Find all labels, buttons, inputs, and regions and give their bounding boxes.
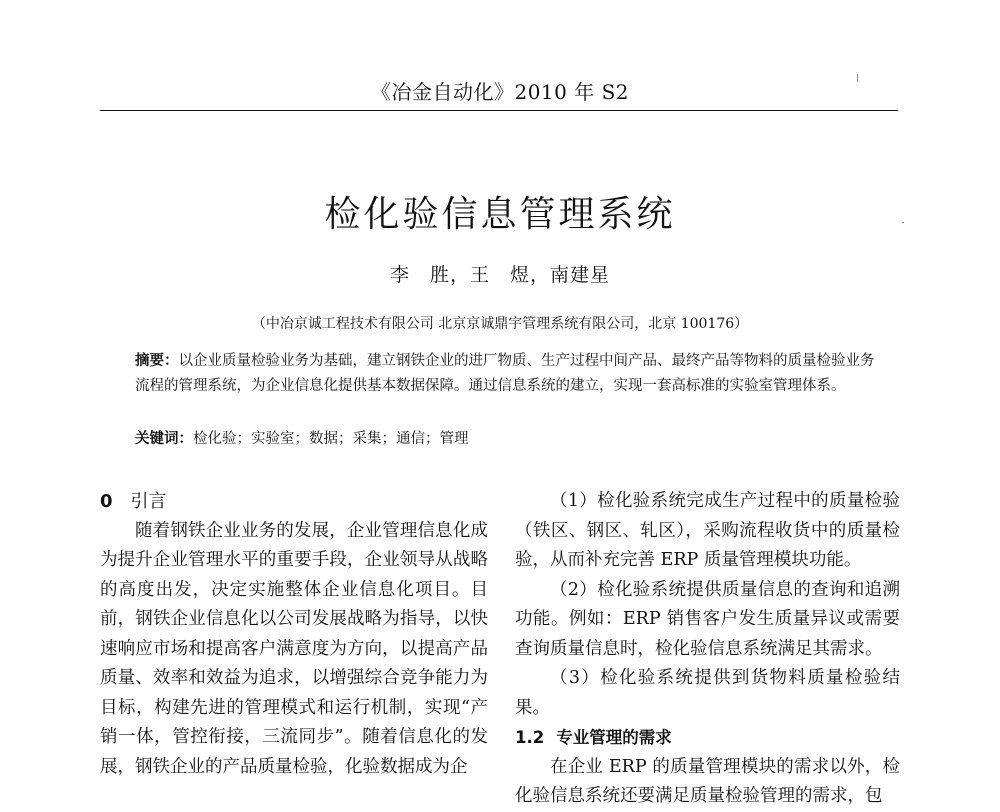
subsection-title: 专业管理的需求 — [556, 728, 672, 747]
list-item-2: （2）检化验系统提供质量信息的查询和追溯功能。例如：ERP 销售客户发生质量异议或需要查询质量信息时，检化验信息系统满足其需求。 — [515, 579, 900, 659]
list-item-3: （3）检化验系统提供到货物料质量检验结果。 — [515, 668, 900, 718]
subsection-heading — [515, 723, 900, 753]
left-column — [100, 487, 488, 782]
keywords-label: 关键词： — [135, 431, 193, 447]
right-column — [515, 487, 900, 812]
section-title: 引言 — [130, 491, 167, 512]
section-number: 0 — [100, 491, 113, 512]
section-heading-introduction — [100, 487, 488, 517]
body-paragraph: 随着钢铁企业业务的发展，企业管理信息化成为提升企业管理水平的重要手段，企业领导从战略的高度出发，决定实施整体企业信息化项目。目前，钢铁企业信息化以公司发展战略为指导，以快速响应市场和提高客户满意度为方向，以提高产品质量、效率和效益为追求，以增强综合竞争能力为目标，构建先进的管理模式和运行机制，实现“产销一体，管控衔接，三流同步”。随着信息化的发展，钢铁企业的产品质量检验，化验数据成为企 — [100, 520, 488, 777]
abstract-text: 以企业质量检验业务为基础，建立钢铁企业的进厂物质、生产过程中间产品、最终产品等物料的质量检验业务流程的管理系统，为企业信息化提供基本数据保障。通过信息系统的建立，实现一套高标准的实验室管理体系。 — [135, 353, 875, 394]
list-item-1: （1）检化验系统完成生产过程中的质量检验（铁区、钢区、轧区），采购流程收货中的质量检验，从而补充完善 ERP 质量管理模块功能。 — [515, 491, 900, 570]
abstract — [135, 349, 875, 399]
subsection-number: 1.2 — [515, 728, 545, 747]
affiliation: （中冶京诚工程技术有限公司 北京京诚鼎宇管理系统有限公司，北京 100176） — [251, 316, 749, 332]
keywords — [135, 427, 875, 452]
abstract-label: 摘要： — [135, 353, 179, 369]
journal-header: 《冶金自动化》2010 年 S2 — [370, 80, 630, 104]
keywords-text: 检化验；实验室；数据；采集；通信；管理 — [193, 431, 469, 447]
authors: 李 胜，王 煜，南建星 — [389, 264, 610, 286]
body-paragraph: 在企业 ERP 的质量管理模块的需求以外，检化验信息系统还要满足质量检验管理的需求，包 — [515, 756, 900, 806]
header-rule — [100, 110, 898, 111]
paper-title: 检化验信息管理系统 — [324, 194, 676, 235]
